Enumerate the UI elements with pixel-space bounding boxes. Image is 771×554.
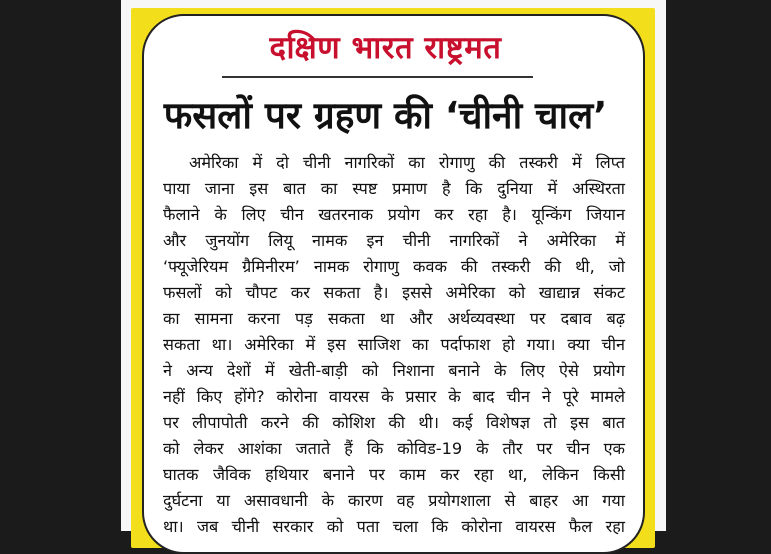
newspaper-masthead: दक्षिण भारत राष्ट्रमत [269,30,502,66]
article-line: ने अन्य देशों में खेती-बाड़ी को निशाना बनाने के लिए ऐसे प्रयोग [163,361,625,380]
article-line: सकता था। अमेरिका में इस साजिश का पर्दाफाश हो गया। क्या चीन [163,335,625,354]
article-line: ‘फ्यूजेरियम ग्रैमिनीरम’ नामक रोगाणु कवक की तस्करी की थी, जो [163,257,625,276]
article-line: था। जब चीनी सरकार को पता चला कि कोरोना वायरस फैल रहा [163,517,625,536]
article-line: पाया जाना इस बात का स्पष्ट प्रमाण है कि दुनिया में अस्थिरता [163,179,625,198]
article-line: का सामना करना पड़ सकता था और अर्थव्यवस्था पर दबाव बढ़ [163,309,625,328]
article-line: पर लीपापोती करने की कोशिश की थी। कई विशेषज्ञ तो इस बात [163,413,625,432]
article-line: फसलों को चौपट कर सकता है। इससे अमेरिका को खाद्यान्न संकट [163,283,625,302]
article-line: और जुनयोंग लियू नामक इन चीनी नागरिकों ने अमेरिका में [163,231,625,250]
article-headline: फसलों पर ग्रहण की ‘चीनी चाल’ [163,94,608,137]
article-line: घातक जैविक हथियार बनाने पर काम कर रहा था, लेकिन किसी [163,465,625,484]
article-line: दुर्घटना या असावधानी के कारण वह प्रयोगशाला से बाहर आ गया [163,491,625,510]
article-body [163,150,625,540]
article-line: नहीं किए होंगे? कोरोना वायरस के प्रसार के बाद चीन ने पूरे मामले [163,387,625,406]
article-line: अमेरिका में दो चीनी नागरिकों का रोगाणु की तस्करी में लिप्त [189,153,625,172]
masthead-divider [222,76,533,78]
article-line: फैलाने के लिए चीन खतरनाक प्रयोग कर रहा है। यून्किंग जियान [163,205,625,224]
article-line: को लेकर आशंका जताते हैं कि कोविड-19 के तौर पर चीन एक [163,439,625,458]
